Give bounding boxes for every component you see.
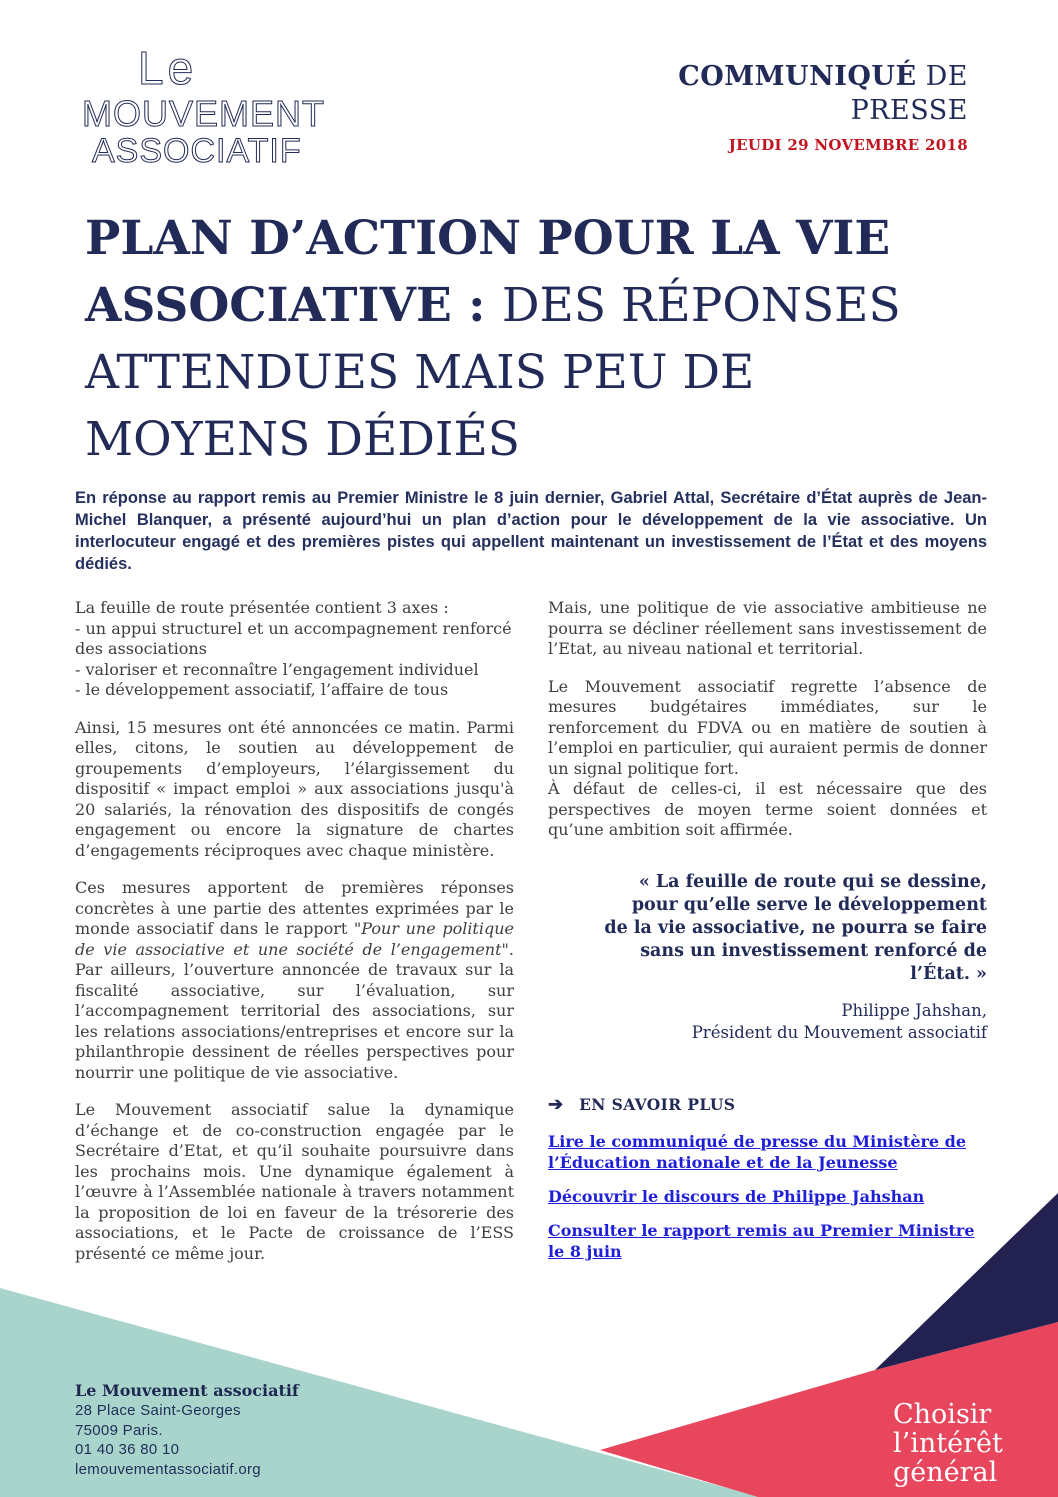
title-line-1: PLAN D’ACTION POUR LA VIE	[85, 211, 891, 266]
footer-contact-block	[75, 1381, 299, 1479]
paragraph-dynamique: Le Mouvement associatif salue la dynamique d’échange et de co-construction engagée par le Secrétaire d’Etat, et qu’il souhaite poursuivre dans les prochains mois. Une dynamique également à l’œuvre à l’Assemblée nationale à travers notamment la proposition de loi en faveur de la trésorerie des associations, et le Pacte de croissance de l’ESS présenté ce même jour.	[75, 1100, 514, 1263]
intro-paragraph: En réponse au rapport remis au Premier Ministre le 8 juin dernier, Gabriel Attal, Secrétaire d’État auprès de Jean-Michel Blanquer, a présenté aujourd’hui un plan d’action pour le développement de la vie associative. Un interlocuteur engagé et des premières pistes qui appellent maintenant un investissement de l’État et des moyens dédiés.	[75, 489, 987, 573]
footer-address-street: 28 Place Saint-Georges	[75, 1402, 241, 1419]
footer-address-city: 75009 Paris.	[75, 1421, 163, 1439]
axes-intro-line: La feuille de route présentée contient 3 axes :	[75, 598, 449, 617]
tagline-line-2: l’intérêt	[893, 1428, 1003, 1459]
en-savoir-plus-row	[548, 1094, 987, 1115]
title-line-2: ASSOCIATIVE : DES RÉPONSES	[85, 278, 901, 333]
kicker-regular: DE	[916, 61, 968, 92]
tagline	[893, 1400, 1003, 1487]
axes-item-2: - valoriser et reconnaître l’engagement individuel	[75, 659, 479, 679]
paragraph-regrette: Le Mouvement associatif regrette l’absence de mesures budgétaires immédiates, sur le renforcement du FDVA ou en matière de soutien à l’emploi en particulier, qui auraient permis de donner un signal politique fort.	[548, 676, 987, 778]
footer-website: lemouvementassociatif.org	[75, 1460, 261, 1478]
axes-item-3: - le développement associatif, l’affaire de tous	[75, 680, 449, 699]
title-line-3: ATTENDUES MAIS PEU DE	[85, 345, 755, 400]
kicker-line-1	[678, 60, 968, 94]
tagline-line-1: Choisir	[893, 1399, 992, 1430]
logo-line-1: Le	[138, 42, 198, 94]
kicker-line-2: PRESSE	[850, 95, 968, 126]
link-rapport-premier-ministre[interactable]: Consulter le rapport remis au Premier Ministre le 8 juin	[548, 1220, 975, 1261]
arrow-right-icon: ➔	[548, 1093, 564, 1115]
title-line-4: MOYENS DÉDIÉS	[85, 412, 521, 467]
press-date: JEUDI 29 NOVEMBRE 2018	[728, 136, 968, 154]
attribution-role: Président du Mouvement associatif	[691, 1022, 987, 1042]
footer-phone: 01 40 36 80 10	[75, 1441, 180, 1458]
logo-line-2: MOUVEMENT	[82, 93, 325, 134]
left-column	[75, 598, 514, 1281]
axes-item-1: - un appui structurel et un accompagnement renforcé des associations	[75, 618, 512, 658]
rapport-title-italic: Pour une politique de vie associative et une société de l’engagement	[75, 919, 514, 959]
mouvement-associatif-logo	[80, 38, 350, 178]
link-discours-jahshan[interactable]: Découvrir le discours de Philippe Jahshan	[548, 1186, 925, 1206]
logo-line-3: ASSOCIATIF	[92, 132, 302, 170]
quote-attribution	[548, 1000, 987, 1044]
footer-org-name: Le Mouvement associatif	[75, 1381, 299, 1400]
press-header	[678, 60, 968, 154]
en-savoir-plus-label: EN SAVOIR PLUS	[579, 1094, 736, 1114]
page-title	[85, 205, 955, 473]
paragraph-mais: Mais, une politique de vie associative ambitieuse ne pourra se décliner réellement sans investissement de l’Etat, au niveau national et territorial.	[548, 598, 987, 658]
paragraph-defaut: À défaut de celles-ci, il est nécessaire que des perspectives de moyen terme soient données et qu’une ambition soit affirmée.	[548, 779, 987, 839]
link-communique-ministere[interactable]: Lire le communiqué de presse du Ministère de l’Éducation nationale et de la Jeunesse	[548, 1131, 967, 1172]
body-columns	[75, 598, 987, 1281]
axes-paragraph	[75, 598, 514, 701]
paragraph-rapport: Ces mesures apportent de premières réponses concrètes à une partie des attentes exprimées par le monde associatif dans le rapport "Pour une politique de vie associative et une société de l’engagement". Par ailleurs, l’ouverture annoncée de travaux sur la fiscalité associative, sur l’évaluation, sur l’accompagnement territorial des associations, sur les relations associations/entreprises et encore sur la philanthropie dessinent de réelles perspectives pour nourrir une politique de vie associative.	[75, 878, 514, 1082]
related-links	[548, 1131, 987, 1262]
tagline-line-3: général	[893, 1457, 998, 1488]
pull-quote: « La feuille de route qui se dessine, pour qu’elle serve le développement de la vie associative, ne pourra se faire sans un investissement renforcé de l’État. »	[604, 871, 987, 984]
right-column	[548, 598, 987, 1281]
kicker-bold: COMMUNIQUÉ	[678, 61, 917, 92]
paragraph-measures: Ainsi, 15 mesures ont été annoncées ce matin. Parmi elles, citons, le soutien au développement de groupements d’employeurs, l’élargissement du dispositif « impact emploi » aux associations jusqu'à 20 salariés, la rénovation des dispositifs de congés engagement ou encore la signature de chartes d’engagements réciproques avec chaque ministère.	[75, 717, 514, 860]
attribution-name: Philippe Jahshan,	[841, 1000, 987, 1020]
